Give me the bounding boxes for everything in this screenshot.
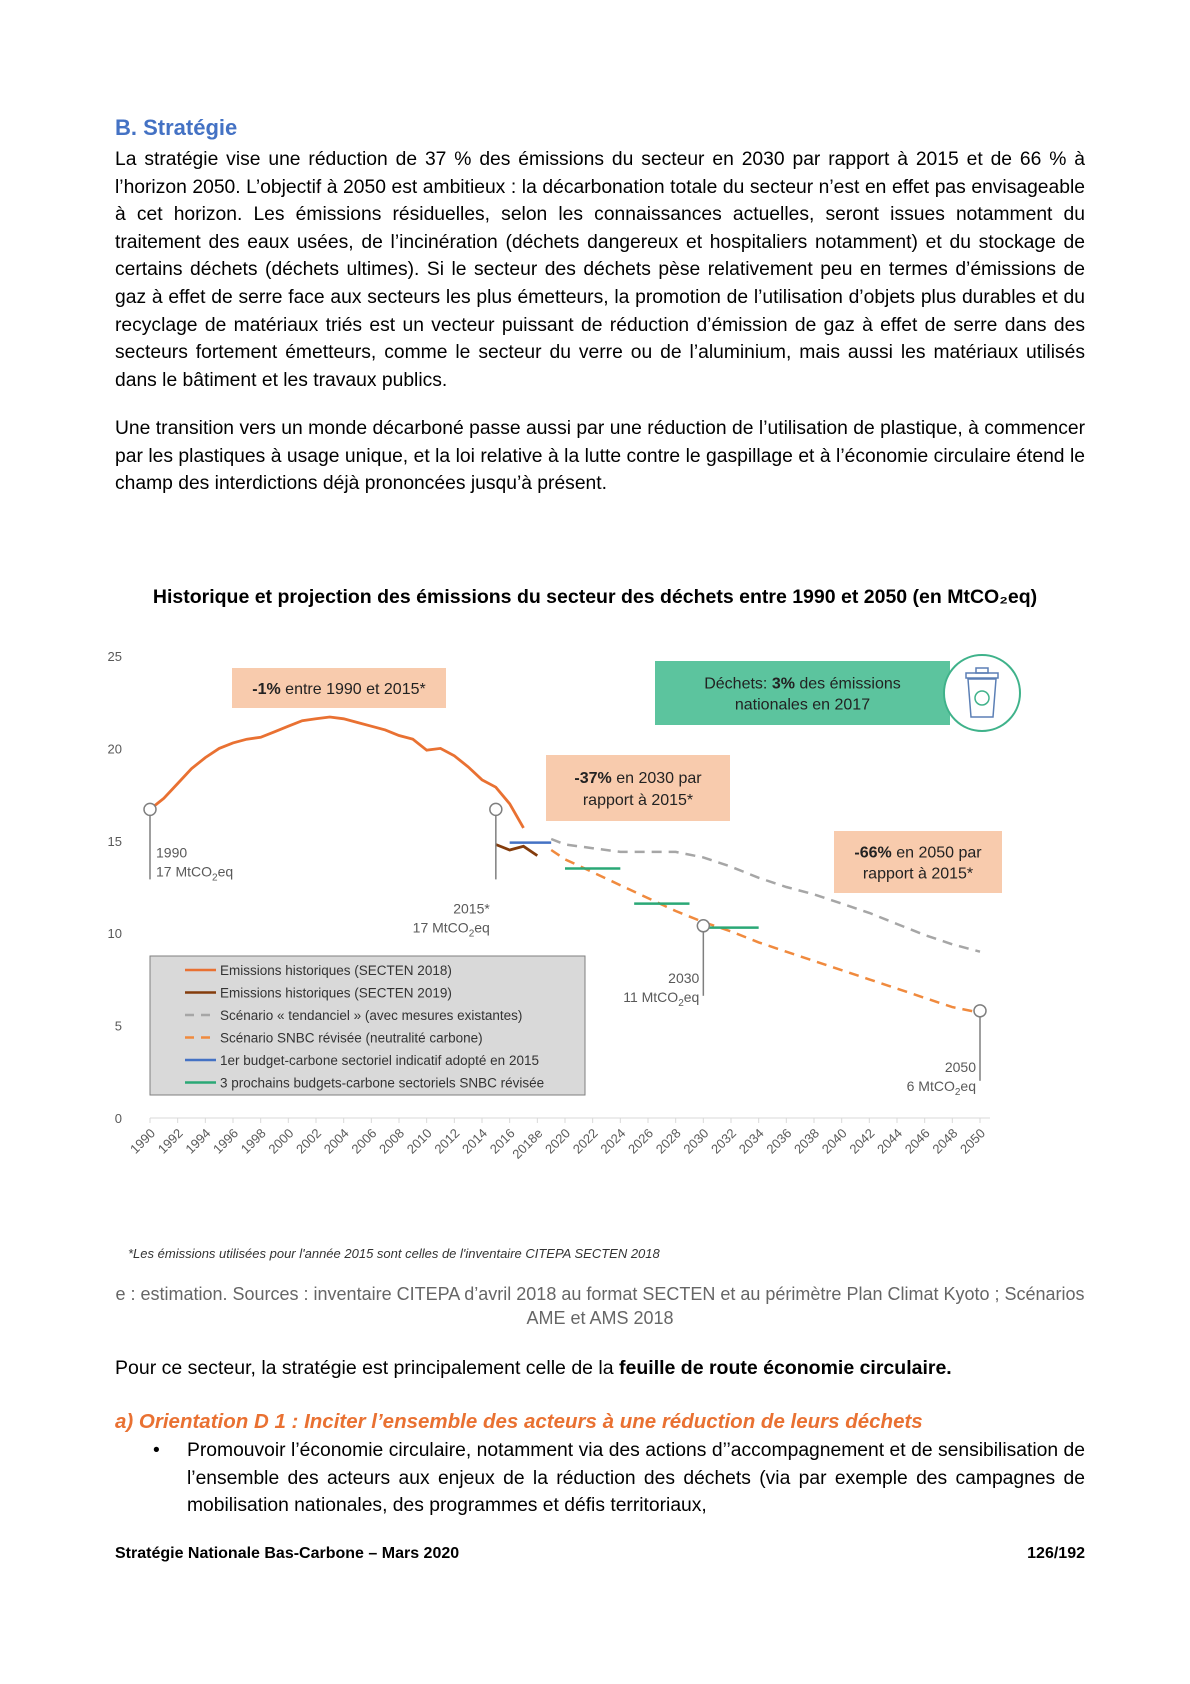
x-tick-label: 2032 <box>708 1125 740 1157</box>
x-tick-label: 2036 <box>763 1125 795 1157</box>
emissions-chart <box>100 638 1090 1268</box>
marker-2030-circle <box>697 920 709 932</box>
annotation-box-3-line: rapport à 2015* <box>862 865 974 883</box>
marker-2015-year: 2015* <box>453 900 490 917</box>
x-tick-label: 2008 <box>376 1125 408 1157</box>
x-tick-label: 2024 <box>597 1125 629 1157</box>
marker-2015-circle <box>490 803 502 815</box>
intro-text: Pour ce secteur, la stratégie est principalement celle de la <box>115 1357 620 1379</box>
legend-label: Scénario SNBC révisée (neutralité carbone) <box>220 1030 483 1046</box>
x-tick-label: 2046 <box>901 1125 933 1157</box>
x-tick-label: 2038 <box>791 1125 823 1157</box>
x-tick-label: 2002 <box>293 1125 325 1157</box>
x-tick-label: 2042 <box>846 1125 878 1157</box>
bullet-text: Promouvoir l’économie circulaire, notamment via des actions d’’accompagnement et de sensibilisation de l’ensemble des acteurs aux enjeux de la réduction des déchets (via par exemple des campagnes de mobilisation nationales, des programmes et défis territoriaux, <box>187 1440 1085 1517</box>
legend-label: 1er budget-carbone sectoriel indicatif adopté en 2015 <box>220 1053 539 1068</box>
x-tick-label: 2000 <box>265 1125 297 1157</box>
marker-1990-year: 1990 <box>156 844 188 861</box>
y-tick-label: 5 <box>114 1018 122 1034</box>
marker-1990-circle <box>144 803 156 815</box>
footer-title: Stratégie Nationale Bas-Carbone – Mars 2020 <box>115 1545 460 1562</box>
emissions-chart-svg <box>100 638 1090 1268</box>
legend-label: Emissions historiques (SECTEN 2019) <box>220 985 452 1001</box>
annotation-box-4-line: Déchets: 3% des émissions <box>704 675 901 693</box>
annotation-box-2-line: -37% en 2030 par <box>574 770 702 787</box>
x-tick-label: 2050 <box>957 1125 989 1157</box>
legend-label: Scénario « tendanciel » (avec mesures existantes) <box>220 1008 523 1023</box>
annotation-box-3-line: -66% en 2050 par <box>854 844 982 862</box>
x-tick-label: 2006 <box>348 1125 380 1157</box>
orientation-heading: a) Orientation D 1 : Inciter l’ensemble des acteurs à une réduction de leurs déchets <box>115 1410 923 1433</box>
x-tick-label: 2026 <box>625 1125 657 1157</box>
marker-1990-value: 17 MtCO$_2$eq <box>156 863 234 884</box>
intro-sentence <box>115 1357 952 1380</box>
series-line-1 <box>150 717 524 828</box>
marker-2015-value: 17 MtCO$_2$eq <box>412 919 490 940</box>
paragraph-strategy: La stratégie vise une réduction de 37 % des émissions du secteur en 2030 par rapport à 2015 et de 66 % à l’horizon 2050. L’objectif à 2050 est ambitieux : la décarbonation totale du secteur n’est en effet pas envisageable à cet horizon. Les émissions résiduelles, selon les connaissances actuelles, seront issues notamment du traitement des eaux usées, de l’incinération (déchets dangereux et hospitaliers notamment) et du stockage de certains déchets (déchets ultimes). Si le secteur des déchets pèse relativement peu en termes d’émissions de gaz à effet de serre face aux secteurs les plus émetteurs, la promotion de l’utilisation d’objets plus durables et du recyclage de matériaux triés est un vecteur puissant de réduction d’émission de gaz à effet de serre dans des secteurs fortement émetteurs, comme le secteur du verre ou de l’aluminium, mais aussi les matériaux utilisés dans le bâtiment et les travaux publics. <box>115 149 1085 391</box>
series-line-2 <box>496 845 538 856</box>
x-tick-label: 1996 <box>210 1125 242 1157</box>
bullet-item <box>115 1437 1085 1520</box>
annotation-box-3-bg <box>834 831 1002 893</box>
x-tick-label: 2030 <box>680 1125 712 1157</box>
waste-bin-icon <box>944 655 1020 731</box>
x-tick-label: 1990 <box>127 1125 159 1157</box>
x-tick-label: 2004 <box>320 1125 352 1157</box>
annotation-box-2-bg <box>546 755 730 821</box>
chart-title: Historique et projection des émissions du secteur des déchets entre 1990 et 2050 (en MtCO₂eq) <box>152 586 1038 608</box>
bullet-icon: • <box>153 1440 160 1461</box>
annotation-box-1-line: -1% entre 1990 et 2015* <box>252 681 426 698</box>
legend-label: Emissions historiques (SECTEN 2018) <box>220 963 452 978</box>
y-tick-label: 15 <box>107 833 122 849</box>
annotation-box-2-line: rapport à 2015* <box>582 792 694 809</box>
x-tick-label: 1994 <box>182 1125 214 1157</box>
y-tick-label: 10 <box>107 926 122 942</box>
x-tick-label: 2040 <box>818 1125 850 1157</box>
x-tick-label: 2018e <box>509 1125 546 1162</box>
chart-footnote: *Les émissions utilisées pour l'année 2015 sont celles de l'inventaire CITEPA SECTEN 2018 <box>128 1246 660 1261</box>
marker-2030-value: 11 MtCO$_2$eq <box>623 988 700 1009</box>
y-tick-label: 20 <box>107 741 122 757</box>
chart-caption: e : estimation. Sources : inventaire CITEPA d’avril 2018 au format SECTEN et au périmètre Plan Climat Kyoto ; Scénarios AME et AMS 2018 <box>115 1284 1085 1328</box>
marker-2050-value: 6 MtCO$_2$eq <box>906 1077 976 1098</box>
x-tick-label: 2022 <box>569 1125 601 1157</box>
x-tick-label: 2012 <box>431 1125 463 1157</box>
y-tick-label: 25 <box>107 649 122 664</box>
x-tick-label: 2020 <box>542 1125 574 1157</box>
x-tick-label: 2034 <box>735 1125 767 1157</box>
x-tick-label: 1992 <box>154 1125 186 1157</box>
x-tick-label: 1998 <box>237 1125 269 1157</box>
marker-2050-year: 2050 <box>944 1058 976 1075</box>
x-tick-label: 2010 <box>403 1125 435 1157</box>
legend-label: 3 prochains budgets-carbone sectoriels SNBC révisée <box>220 1075 545 1091</box>
x-tick-label: 2028 <box>652 1125 684 1157</box>
page-number: 126/192 <box>1027 1545 1085 1562</box>
x-tick-label: 2016 <box>486 1125 518 1157</box>
annotation-box-4-line: nationales en 2017 <box>734 696 871 714</box>
section-heading: B. Stratégie <box>115 115 238 140</box>
paragraph-transition: Une transition vers un monde décarboné passe aussi par une réduction de l’utilisation de plastique, à commencer par les plastiques à usage unique, et la loi relative à la lutte contre le gaspillage et à l’économie circulaire étend le champ des interdictions déjà prononcées jusqu’à présent. <box>115 418 1085 495</box>
intro-bold: feuille de route économie circulaire. <box>619 1357 952 1379</box>
marker-2050-circle <box>974 1005 986 1017</box>
annotation-box-4-bg <box>655 661 950 725</box>
x-tick-label: 2048 <box>929 1125 961 1157</box>
x-tick-label: 2044 <box>874 1125 906 1157</box>
marker-2030-year: 2030 <box>668 969 700 986</box>
x-tick-label: 2014 <box>459 1125 491 1157</box>
y-tick-label: 0 <box>114 1111 122 1126</box>
